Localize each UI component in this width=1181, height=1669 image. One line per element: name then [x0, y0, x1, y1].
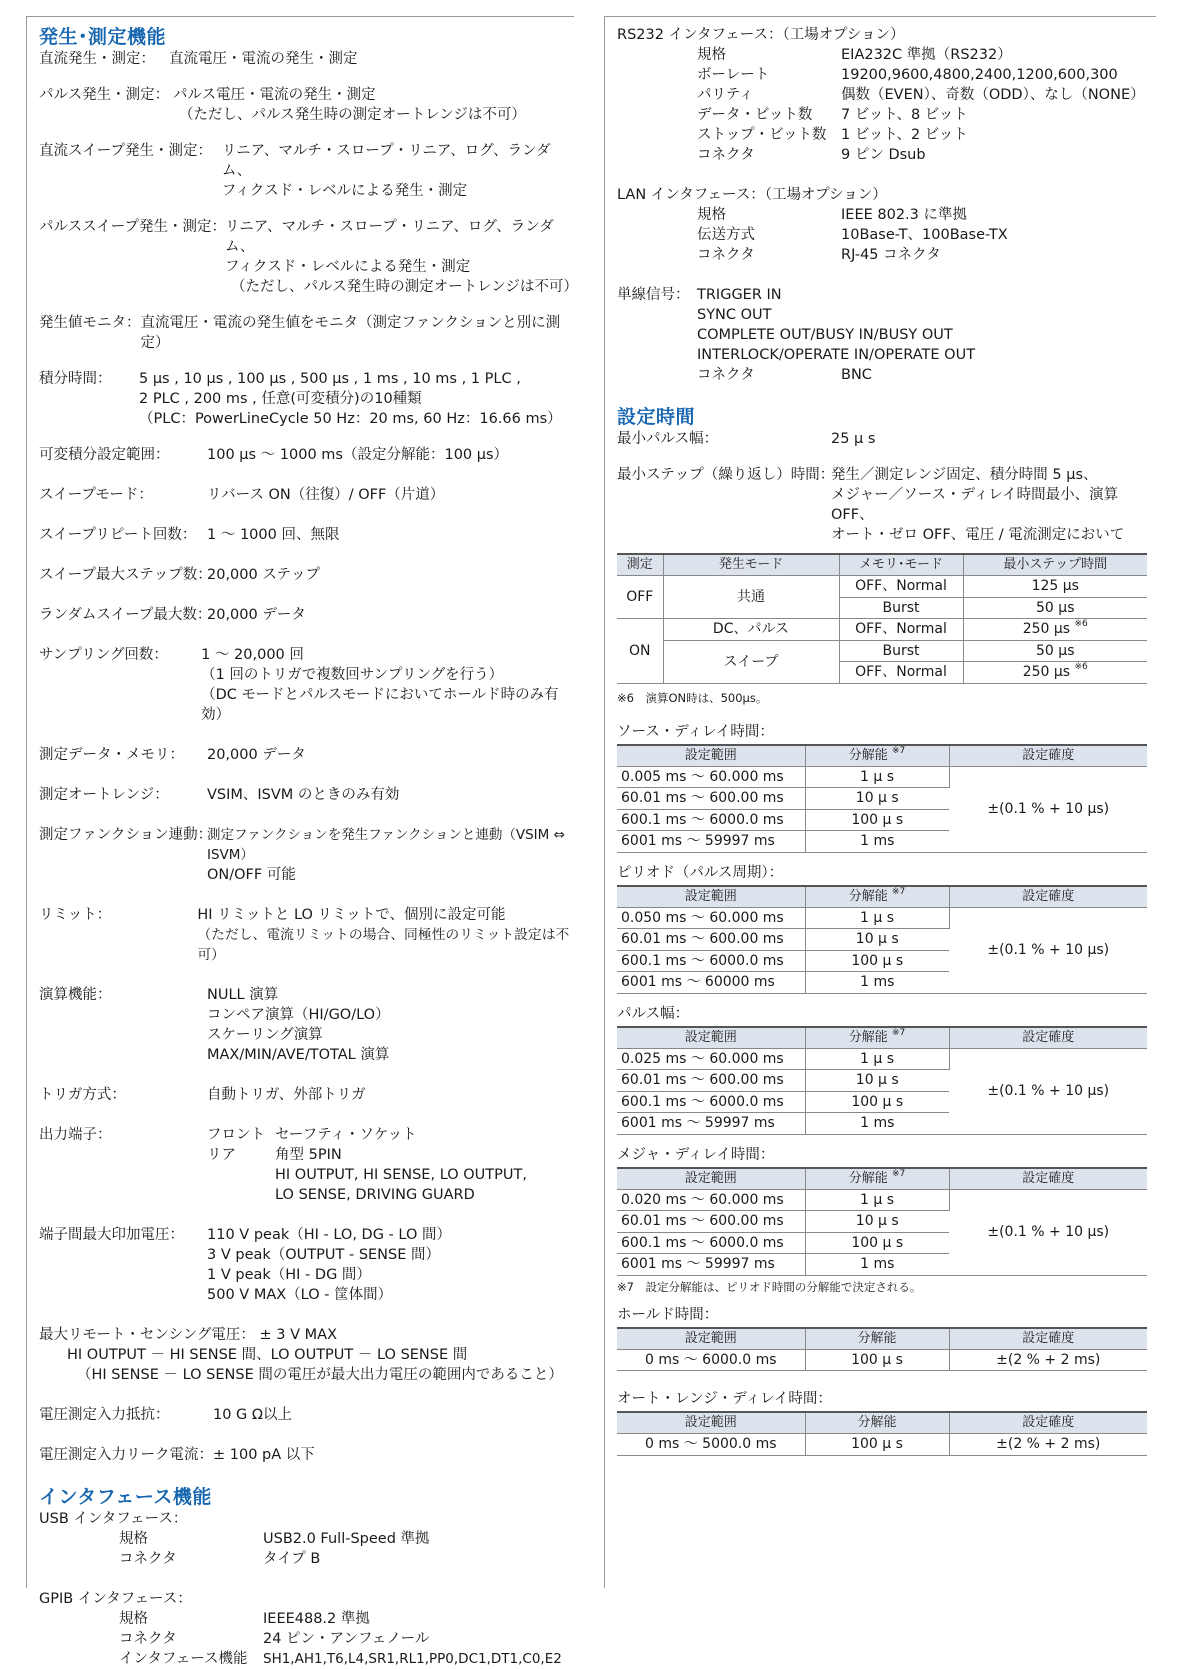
note-7: ※7 設定分解能は、ピリオド時間の分解能で決定される。 [617, 1279, 922, 1294]
spec-monitor: 発生値モニタ： 直流電圧・電流の発生値をモニタ（測定ファンクションと別に測定） [39, 315, 561, 351]
gpib-interface: GPIB インタフェース： 規格 IEEE488.2 準拠 コネクタ 24 ピン・アンフェノール インタフェース機能 SH1,AH1,T6,L4,SR1,RL1,PP0,DC1,DT1,C0,E2 [39, 1591, 562, 1667]
spec-dc-sweep: 直流スイープ発生・測定： リニア、マルチ・スロープ・リニア、ログ、ランダム、 フィクスド・レベルによる発生・測定 [39, 143, 551, 199]
spec-max-voltage: 端子間最大印加電圧： 110 V peak（HI - LO, DG - LO 間） 3 V peak（OUTPUT - SENSE 間） 1 V peak（HI - DG 間） 500 V MAX（LO - 筐体間） [39, 1227, 451, 1303]
min-step-time: 最小ステップ（繰り返し）時間： 発生／測定レンジ固定、積分時間 5 µs、 メジャー／ソース・ディレイ時間最小、演算 OFF、 オート・ゼロ OFF、電圧 / 電流測定において [617, 467, 1125, 543]
spec-function-link: 測定ファンクション連動： 測定ファンクションを発生ファンクションと連動（VSIM ⇔ ISVM） ON/OFF 可能 [39, 827, 565, 883]
hold-time-table: 設定範囲 分解能 設定確度 0 ms ～ 6000.0 ms 100 µ s ±(2 % + 2 ms) [617, 1327, 1147, 1372]
spec-max-step: スイープ最大ステップ数： 20,000 ステップ [39, 567, 321, 583]
spec-output-terminal: 出力端子： フロント セーフティ・ソケット リア 角型 5PIN HI OUTPUT, HI SENSE, LO OUTPUT, LO SENSE, DRIVING GUARD [39, 1127, 527, 1203]
section-heading-setting-time: 設定時間 [617, 406, 696, 428]
source-delay-title: ソース・ディレイ時間： [617, 723, 774, 740]
spec-sweep-repeat: スイープリピート回数： 1 ～ 1000 回、無限 [39, 527, 340, 543]
spec-random-sweep: ランダムスイープ最大数： 20,000 データ [39, 607, 306, 623]
spec-memory: 測定データ・メモリ： 20,000 データ [39, 747, 306, 763]
usb-interface: USB インタフェース： 規格 USB2.0 Full-Speed 準拠 コネクタ タイプ B [39, 1511, 430, 1567]
auto-range-delay-title: オート・レンジ・ディレイ時間： [617, 1391, 832, 1407]
spec-pulse-sweep: パルススイープ発生・測定： リニア、マルチ・スロープ・リニア、ログ、ランダム、 フィクスド・レベルによる発生・測定 （ただし、パルス発生時の測定オートレンジは不可） [39, 219, 578, 295]
spec-trigger: トリガ方式： 自動トリガ、外部トリガ [39, 1087, 366, 1103]
spec-sweep-mode: スイープモード： リバース ON（往復）/ OFF（片道） [39, 487, 445, 503]
measure-delay-title: メジャ・ディレイ時間： [617, 1146, 775, 1163]
spec-integration: 積分時間： 5 µs , 10 µs , 100 µs , 500 µs , 1 ms , 10 ms , 1 PLC , 2 PLC , 200 ms , 任意(可変積分)の10種類 （PLC：PowerLineCycle 50 Hz：20 ms, 60 Hz：16.66 ms） [39, 371, 562, 427]
spec-autorange: 測定オートレンジ： VSIM、ISVM のときのみ有効 [39, 787, 400, 803]
period-table: 設定範囲 分解能 $^{※7}$ 設定確度 0.050 ms ～ 60.000 ms 1 µ s ±(0.1 % + 10 µs) 60.01 ms ～ 600.00 ms 10 µ s 600.1 ms ～ 6000.0 ms 100 µ s 6001 ms ～ 60000 ms 1 ms [617, 885, 1147, 994]
spec-remote-sensing: 最大リモート・センシング電圧： ± 3 V MAX HI OUTPUT － HI SENSE 間、LO OUTPUT － LO SENSE 間 （HI SENSE － LO SENSE 間の電圧が最大出力電圧の範囲内であること） [39, 1327, 563, 1383]
left-column [26, 16, 578, 1667]
rs232-interface: RS232 インタフェース：（工場オプション） 規格 EIA232C 準拠（RS232） ボーレート 19200,9600,4800,2400,1200,600,300 パリティ 偶数（EVEN）、奇数（ODD）、なし（NONE） データ・ビット数 7 ビット、8 ビット ストップ・ビット数 1 ビット、2 ビット コネクタ 9 ピン Dsub [617, 27, 1145, 163]
spec-leak-current: 電圧測定入力リーク電流： ± 100 pA 以下 [39, 1447, 315, 1463]
lan-interface: LAN インタフェース：（工場オプション） 規格 IEEE 802.3 に準拠 伝送方式 10Base-T、100Base-TX コネクタ RJ-45 コネクタ [617, 187, 1008, 263]
spec-calculation: 演算機能： NULL 演算 コンペア演算（HI/GO/LO） スケーリング演算 MAX/MIN/AVE/TOTAL 演算 [39, 987, 390, 1063]
spec-dc: 直流発生・測定： 直流電圧・電流の発生・測定 [39, 51, 358, 67]
measure-delay-table: 設定範囲 分解能 $^{※7}$ 設定確度 0.020 ms ～ 60.000 ms 1 µ s ±(0.1 % + 10 µs) 60.01 ms ～ 600.00 ms 10 µ s 600.1 ms ～ 6000.0 ms 100 µ s 6001 ms ～ 59997 ms 1 ms [617, 1167, 1147, 1276]
auto-range-delay-table: 設定範囲 分解能 設定確度 0 ms ～ 5000.0 ms 100 µ s ±(2 % + 2 ms) [617, 1411, 1147, 1456]
pulse-width-table: 設定範囲 分解能 $^{※7}$ 設定確度 0.025 ms ～ 60.000 ms 1 µ s ±(0.1 % + 10 µs) 60.01 ms ～ 600.00 ms 10 µ s 600.1 ms ～ 6000.0 ms 100 µ s 6001 ms ～ 59997 ms 1 ms [617, 1026, 1147, 1135]
source-delay-table: 設定範囲 分解能 $^{※7}$ 設定確度 0.005 ms ～ 60.000 ms 1 µ s ±(0.1 % + 10 µs) 60.01 ms ～ 600.00 ms 10 µ s 600.1 ms ～ 6000.0 ms 100 µ s 6001 ms ～ 59997 ms 1 ms [617, 744, 1147, 853]
min-step-table: 測定 発生モード メモリ･モード 最小ステップ時間 OFF 共通 OFF、Normal 125 µs Burst 50 µs ON DC、パルス OFF、Normal 250 µs $^{※6}$ スイープ Burst 50 µs OFF、Normal 250 µs $^{※6}$ [617, 553, 1147, 684]
spec-input-resistance: 電圧測定入力抵抗： 10 G Ω以上 [39, 1407, 292, 1423]
spec-var-integration: 可変積分設定範囲： 100 µs ～ 1000 ms（設定分解能：100 µs） [39, 447, 509, 463]
hold-time-title: ホールド時間： [617, 1306, 719, 1323]
section-heading-generation: 発生･測定機能 [39, 26, 167, 48]
single-line-signal: 単線信号： TRIGGER IN SYNC OUT COMPLETE OUT/BUSY IN/BUSY OUT INTERLOCK/OPERATE IN/OPERATE OUT コネクタ BNC [617, 287, 976, 383]
right-column [604, 16, 1156, 1588]
spec-sampling: サンプリング回数： 1 ～ 20,000 回 （1 回のトリガで複数回サンプリングを行う） （DC モードとパルスモードにおいてホールド時のみ有効） [39, 647, 559, 723]
pulse-width-title: パルス幅： [617, 1005, 690, 1022]
min-pulse-width: 最小パルス幅： 25 µ s [617, 431, 876, 447]
section-heading-interface: インタフェース機能 [39, 1486, 212, 1508]
spec-limit: リミット： HI リミットと LO リミットで、個別に設定可能 （ただし、電流リミットの場合、同極性のリミット設定は不可） [39, 907, 570, 963]
note-6: ※6 演算ON時は、500µs。 [617, 690, 768, 705]
spec-pulse: パルス発生・測定： パルス電圧・電流の発生・測定 （ただし、パルス発生時の測定オートレンジは不可） [39, 87, 526, 123]
period-title: ピリオド（パルス周期）： [617, 864, 784, 881]
